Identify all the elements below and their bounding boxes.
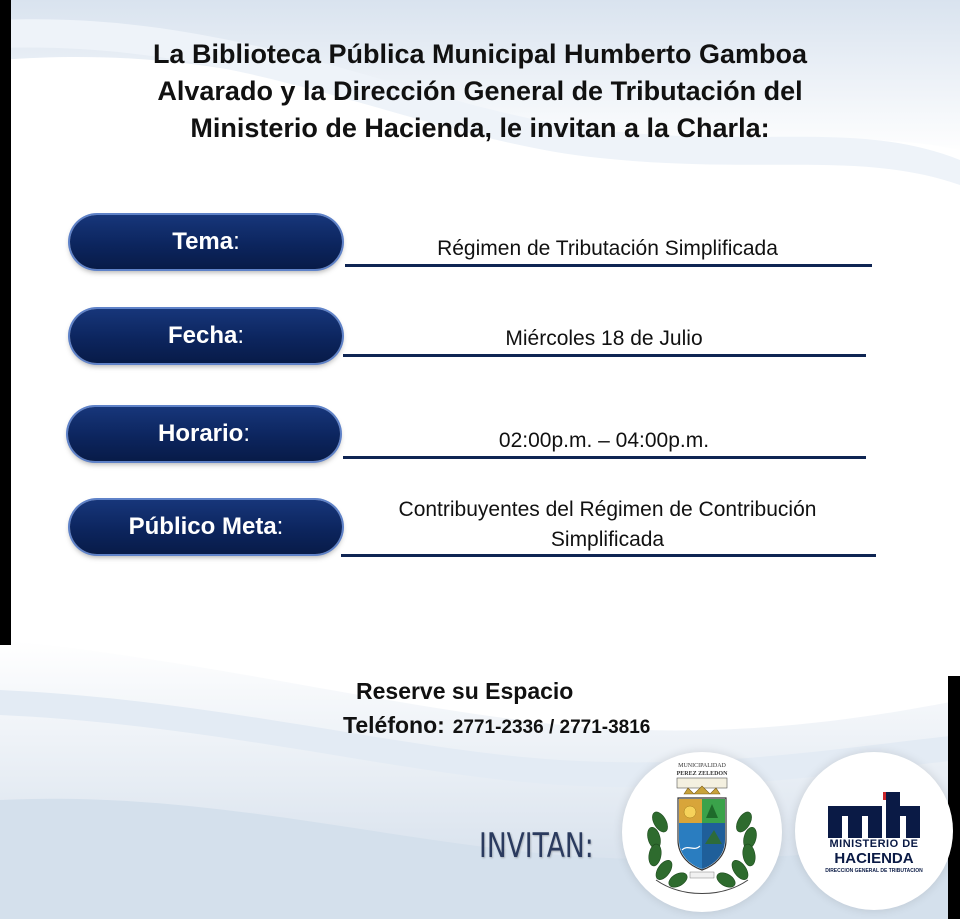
mh-line-2: HACIENDA	[834, 850, 914, 867]
phone-label: Teléfono:	[343, 712, 445, 738]
pill-label-horario	[68, 407, 340, 461]
pill-label-tema	[70, 215, 342, 269]
mh-line-1: MINISTERIO DE	[829, 838, 919, 850]
value-publico-meta	[345, 495, 870, 555]
label-colon: :	[243, 420, 251, 447]
pill-label-publico-meta	[70, 500, 342, 554]
detail-row-fecha	[0, 309, 960, 379]
headline-line-2: Alvarado y la Dirección General de Tributación del	[157, 76, 803, 106]
underline-publico-meta	[341, 554, 876, 557]
municipalidad-name: PEREZ ZELEDON	[676, 771, 728, 777]
value-tema: Régimen de Tributación Simplificada	[437, 237, 778, 260]
label-tema: Tema	[172, 228, 234, 255]
municipalidad-logo	[622, 752, 782, 912]
value-publico-meta-line-1: Contribuyentes del Régimen de Contribución	[398, 498, 817, 521]
label-colon: :	[233, 228, 240, 255]
phone-row	[343, 712, 650, 739]
underline-fecha	[343, 354, 866, 357]
mh-line-3: DIRECCION GENERAL DE TRIBUTACION	[825, 868, 923, 874]
ministerio-hacienda-logo	[795, 752, 953, 910]
label-colon: :	[237, 322, 245, 349]
phone-numbers: 2771-2336 / 2771-3816	[452, 717, 651, 738]
detail-row-tema	[0, 215, 960, 285]
value-horario: 02:00p.m. – 04:00p.m.	[498, 429, 710, 452]
detail-row-horario	[0, 407, 960, 477]
invitan-label: INVITAN:	[479, 826, 594, 866]
label-publico-meta: Público Meta	[128, 513, 277, 540]
label-fecha: Fecha	[167, 322, 238, 349]
headline-line-3: Ministerio de Hacienda, le invitan a la Charla:	[190, 113, 770, 143]
reserve-title: Reserve su Espacio	[356, 678, 574, 704]
mh-logo-icon	[828, 792, 920, 838]
municipalidad-top-text: MUNICIPALIDAD	[678, 763, 726, 769]
headline-line-1: La Biblioteca Pública Municipal Humberto Gamboa	[152, 39, 808, 69]
pill-label-fecha	[70, 309, 342, 363]
right-black-bar	[948, 676, 960, 919]
detail-row-publico-meta	[0, 500, 960, 570]
headline	[60, 36, 900, 147]
value-publico-meta-line-2: Simplificada	[550, 528, 665, 551]
underline-tema	[345, 264, 872, 267]
label-colon: :	[276, 513, 284, 540]
value-fecha: Miércoles 18 de Julio	[505, 327, 703, 350]
underline-horario	[343, 456, 866, 459]
label-horario: Horario	[157, 420, 244, 447]
